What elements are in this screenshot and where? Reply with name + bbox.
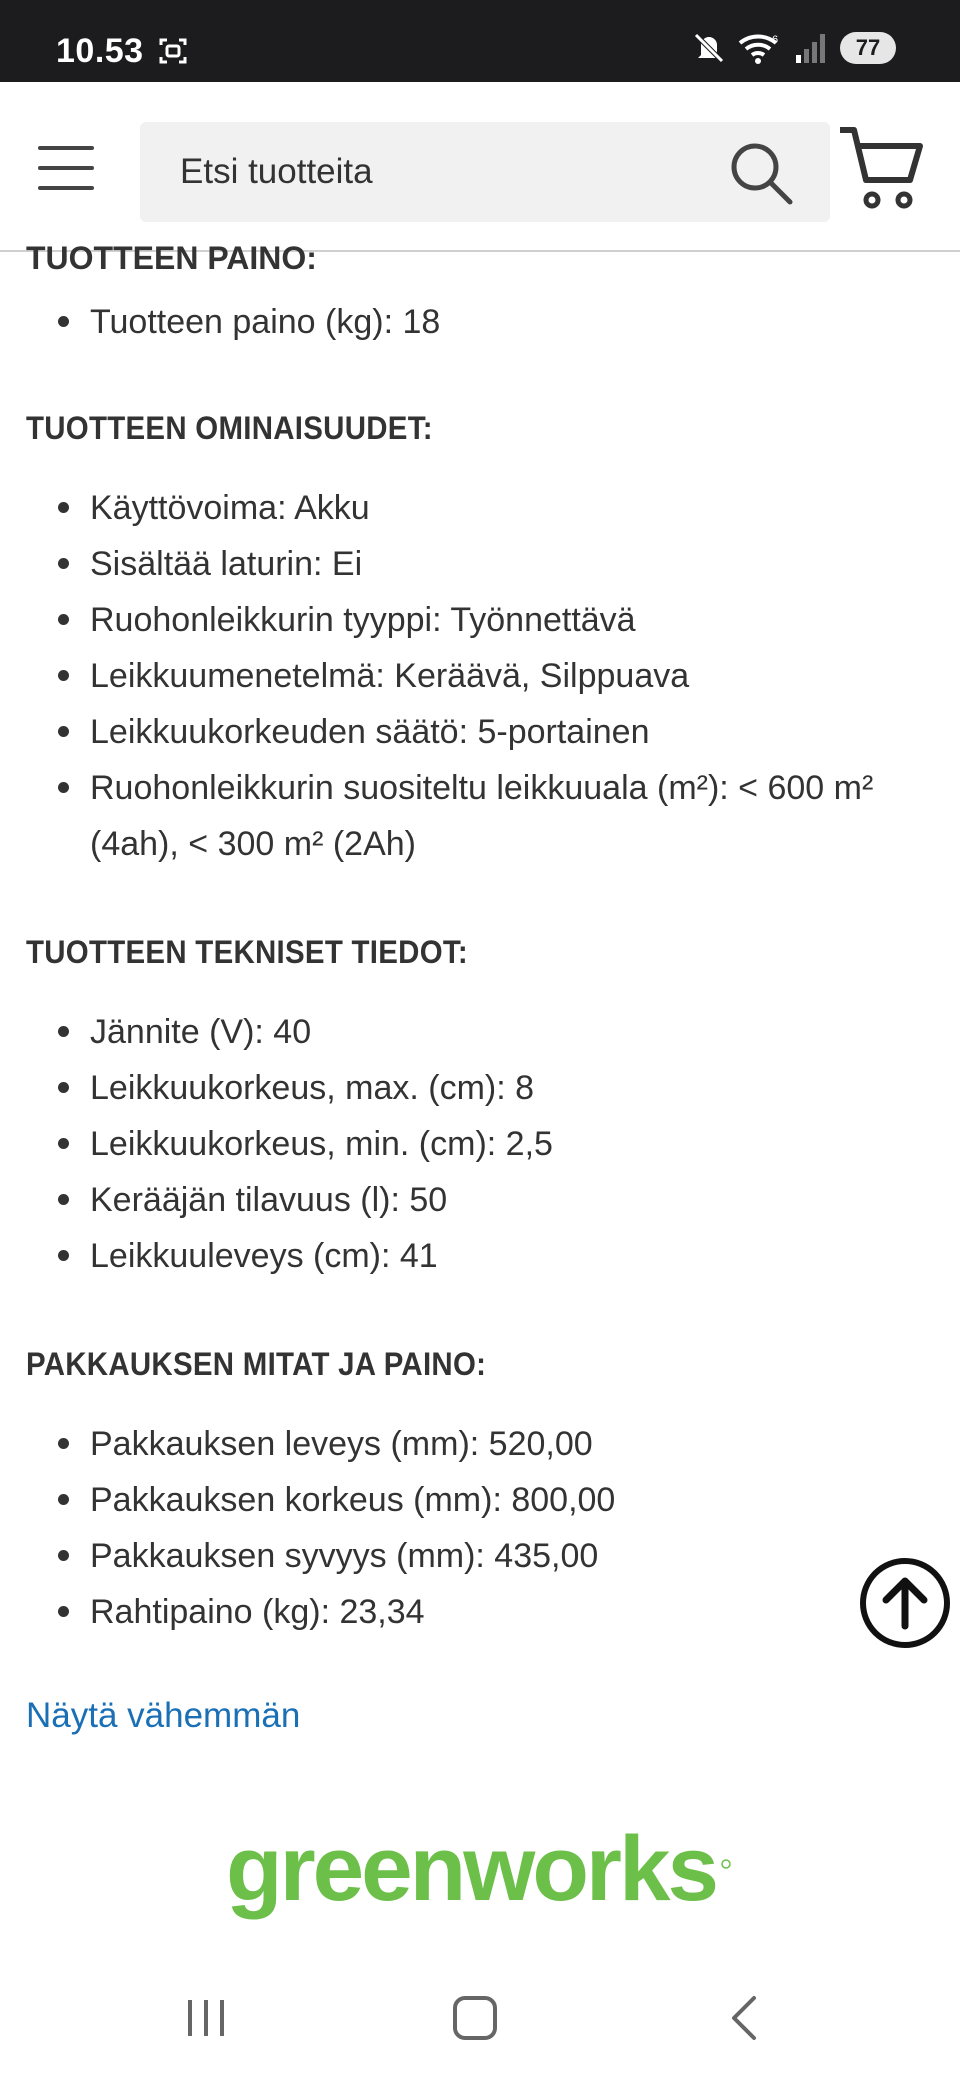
list-item: Jännite (V): 40 xyxy=(0,1004,960,1060)
hamburger-menu-icon[interactable] xyxy=(38,146,94,190)
spec-list-features xyxy=(0,480,960,872)
list-item: Tuotteen paino (kg): 18 xyxy=(0,294,960,350)
greenworks-logo xyxy=(226,1818,736,1928)
section-heading: TUOTTEEN OMINAISUUDET: xyxy=(26,410,433,446)
brand-logo xyxy=(226,1818,736,1928)
screenshot-icon xyxy=(158,36,188,66)
list-item: Rahtipaino (kg): 23,34 xyxy=(0,1584,960,1640)
scroll-to-top-button[interactable] xyxy=(860,1558,950,1648)
list-item: Käyttövoima: Akku xyxy=(0,480,960,536)
battery-icon: 77 xyxy=(840,32,896,64)
list-item: Leikkuukorkeuden säätö: 5-portainen xyxy=(0,704,960,760)
spec-list-technical xyxy=(0,1004,960,1284)
list-item: Sisältää laturin: Ei xyxy=(0,536,960,592)
back-icon[interactable] xyxy=(724,1994,764,2042)
list-item: Leikkuuleveys (cm): 41 xyxy=(0,1228,960,1284)
system-nav-bar xyxy=(0,1960,960,2080)
status-time: 10.53 xyxy=(56,32,144,70)
list-item: Kerääjän tilavuus (l): 50 xyxy=(0,1172,960,1228)
mute-icon xyxy=(692,31,726,65)
search-input[interactable] xyxy=(180,122,720,222)
spec-list-packaging xyxy=(0,1416,960,1640)
show-less-link[interactable]: Näytä vähemmän xyxy=(26,1696,301,1735)
home-icon[interactable] xyxy=(453,1996,497,2040)
list-item: Leikkuukorkeus, min. (cm): 2,5 xyxy=(0,1116,960,1172)
spec-list-weight xyxy=(0,294,960,350)
search-bar xyxy=(140,122,830,222)
svg-text:6: 6 xyxy=(772,34,779,46)
list-item: Pakkauksen syvyys (mm): 435,00 xyxy=(0,1528,960,1584)
list-item: Ruohonleikkurin suositeltu leikkuuala (m²): < 600 m² (4ah), < 300 m² (2Ah) xyxy=(0,760,960,872)
signal-icon xyxy=(794,31,828,65)
list-item: Ruohonleikkurin tyyppi: Työnnettävä xyxy=(0,592,960,648)
status-bar xyxy=(0,0,960,82)
list-item: Leikkuukorkeus, max. (cm): 8 xyxy=(0,1060,960,1116)
section-heading: PAKKAUKSEN MITAT JA PAINO: xyxy=(26,1346,487,1382)
wifi-icon xyxy=(738,31,782,65)
cart-icon[interactable] xyxy=(838,124,924,214)
list-item: Pakkauksen leveys (mm): 520,00 xyxy=(0,1416,960,1472)
section-heading: TUOTTEEN TEKNISET TIEDOT: xyxy=(26,934,468,970)
list-item: Pakkauksen korkeus (mm): 800,00 xyxy=(0,1472,960,1528)
svg-text:greenworks: greenworks xyxy=(226,1818,716,1920)
list-item: Leikkuumenetelmä: Keräävä, Silppuava xyxy=(0,648,960,704)
section-heading: TUOTTEEN PAINO: xyxy=(26,240,317,276)
arrow-up-icon xyxy=(866,1564,944,1642)
search-icon[interactable] xyxy=(728,140,794,206)
recent-apps-icon[interactable] xyxy=(186,1998,226,2038)
status-icons xyxy=(692,30,896,66)
